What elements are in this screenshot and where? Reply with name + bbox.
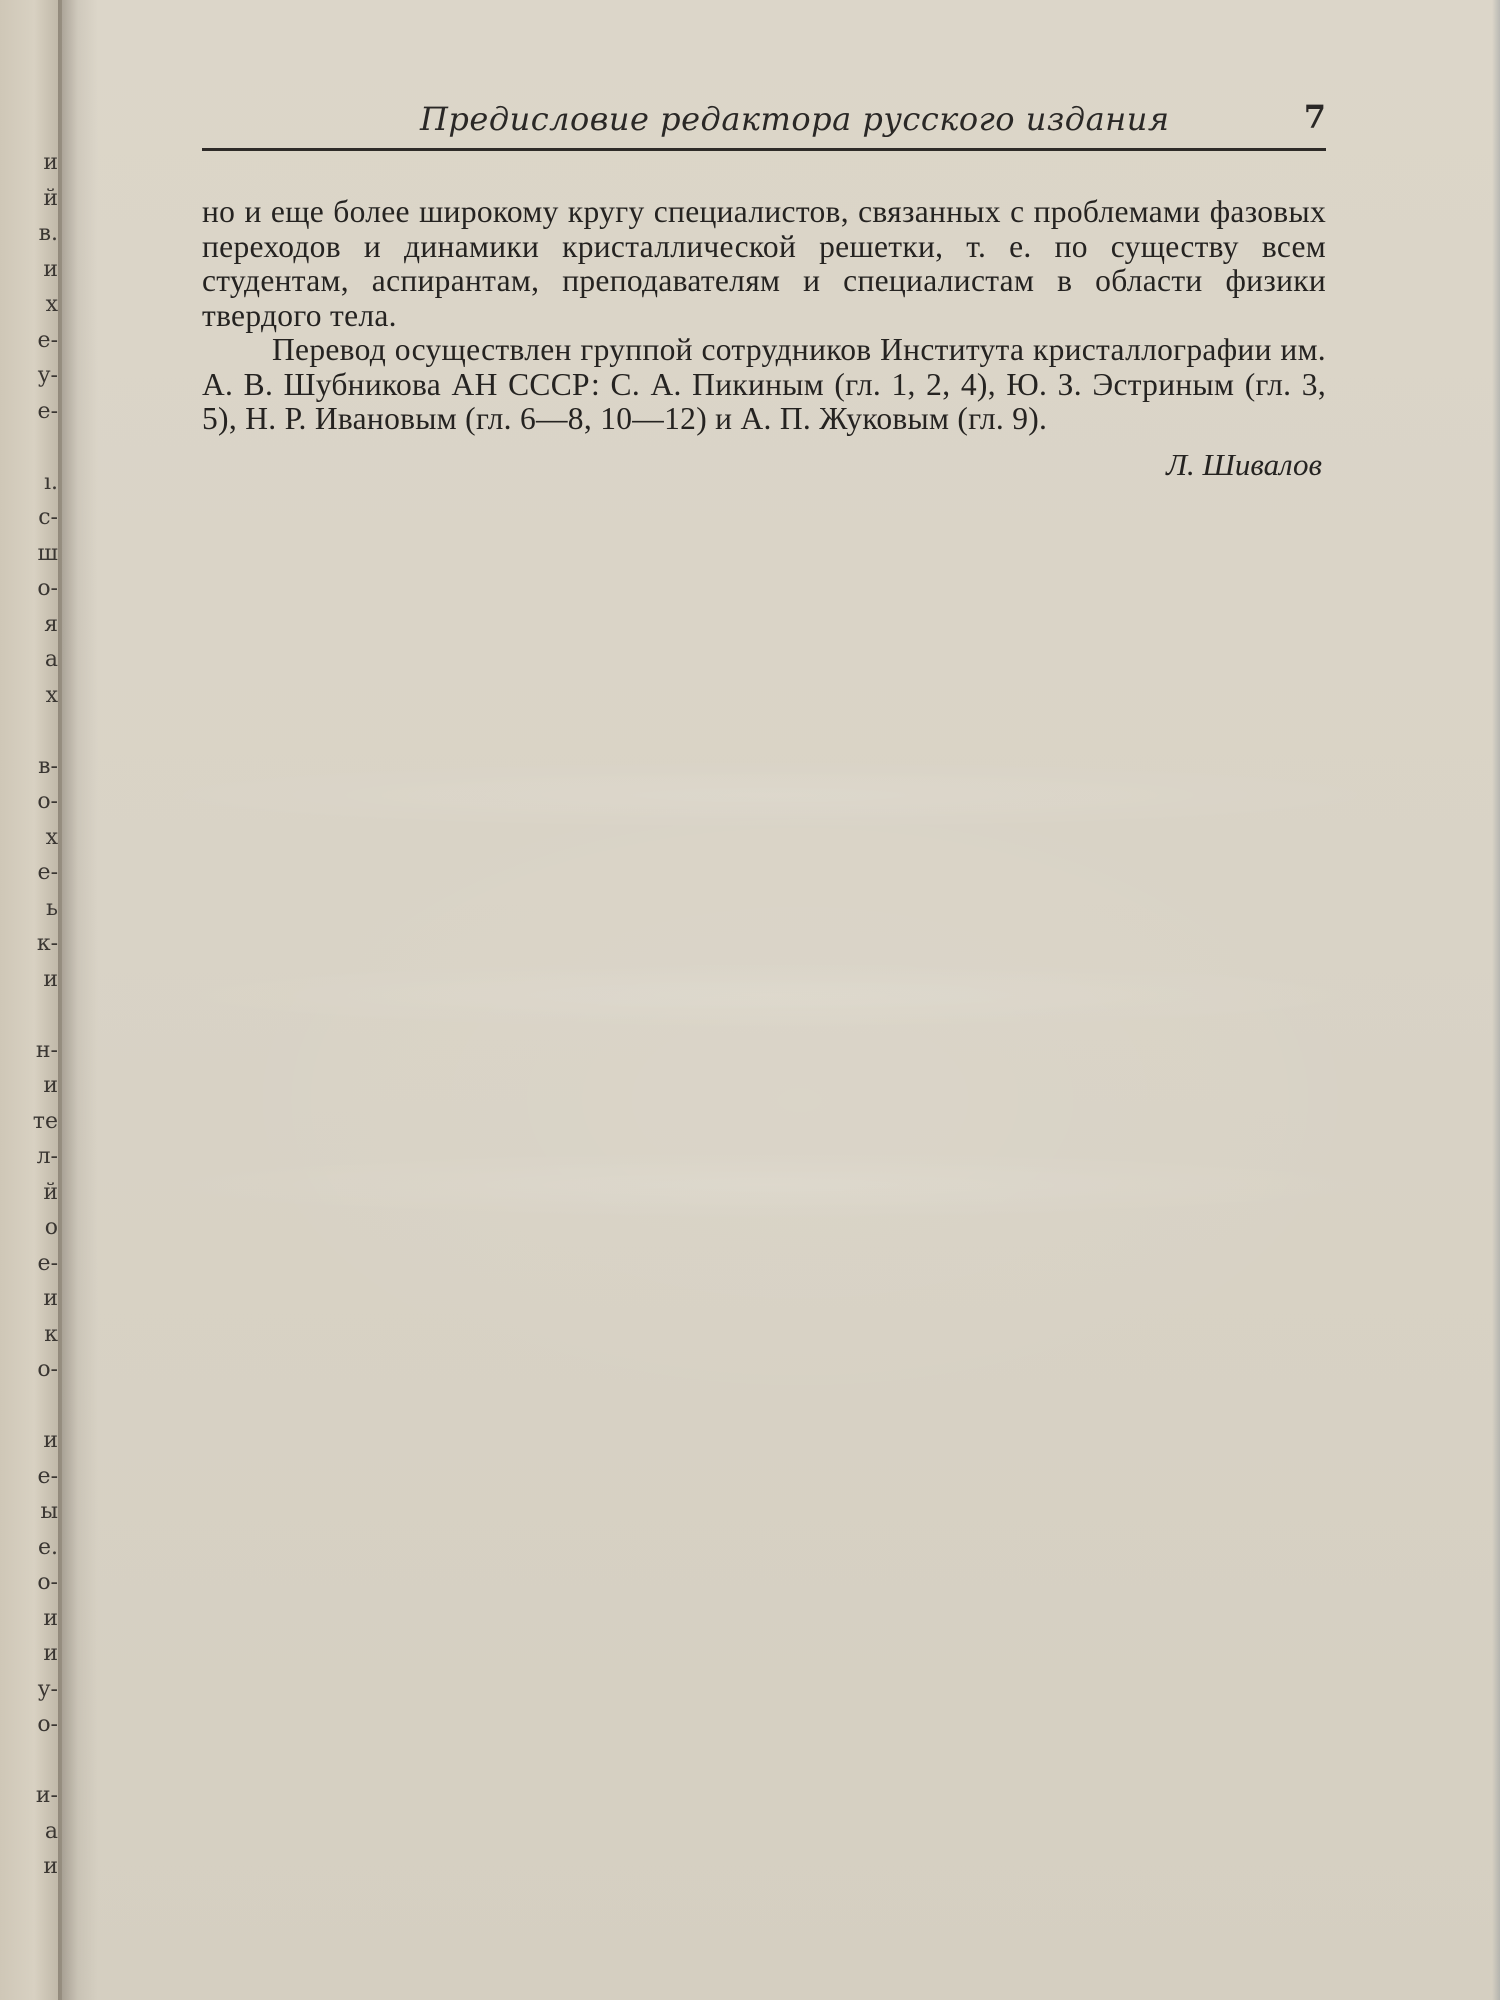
facing-page-fragment: у- bbox=[37, 363, 58, 388]
facing-page-fragment: а bbox=[44, 647, 58, 672]
facing-page-fragment: и bbox=[43, 1854, 58, 1879]
body-text bbox=[202, 195, 1326, 437]
facing-page-fragment bbox=[2, 997, 62, 1033]
paper-ripple bbox=[120, 760, 1420, 830]
facing-page-fragment: й bbox=[43, 185, 58, 211]
facing-page-fragment: и- bbox=[35, 1783, 58, 1808]
facing-page-fragment: е- bbox=[37, 1250, 58, 1276]
facing-page-fragment: в. bbox=[38, 221, 58, 246]
facing-page-fragment: х bbox=[45, 292, 58, 317]
facing-page-fragment bbox=[2, 1743, 62, 1779]
facing-page-fragment: а bbox=[44, 1818, 58, 1844]
facing-page-fragment: и bbox=[43, 1605, 58, 1631]
page-content bbox=[202, 96, 1326, 483]
facing-page-fragment: й bbox=[43, 1179, 58, 1205]
facing-page-fragment: е- bbox=[37, 327, 58, 353]
facing-page-fragment: л- bbox=[36, 1144, 58, 1169]
gutter-shadow bbox=[58, 0, 98, 2000]
facing-page-fragment: н- bbox=[35, 1037, 58, 1063]
facing-page-fragment: ш bbox=[37, 540, 58, 566]
running-head bbox=[202, 96, 1326, 140]
facing-page-fragment bbox=[2, 429, 62, 465]
facing-page-fragment: и bbox=[43, 1428, 58, 1453]
facing-page-fragment: о- bbox=[37, 1570, 58, 1595]
facing-page-fragment: ı. bbox=[43, 469, 58, 495]
facing-page-fragment: и bbox=[43, 1641, 58, 1666]
page-number: 7 bbox=[1303, 98, 1326, 136]
facing-page-fragment: и bbox=[43, 1286, 58, 1311]
facing-page-fragment: е. bbox=[37, 1534, 58, 1560]
facing-page-fragment: о- bbox=[37, 789, 58, 814]
facing-page-fragment: ы bbox=[40, 1499, 58, 1524]
facing-page-fragment bbox=[2, 713, 62, 749]
facing-page-fragment: и bbox=[43, 966, 58, 992]
editor-signature: Л. Шивалов bbox=[1166, 446, 1322, 482]
facing-page-fragment: и bbox=[43, 150, 58, 175]
facing-page-fragment: у- bbox=[37, 1676, 58, 1702]
facing-page-edge bbox=[0, 0, 62, 2000]
facing-page-fragment: е- bbox=[37, 1463, 58, 1489]
page-edge-right bbox=[1492, 0, 1500, 2000]
facing-page-fragment: с- bbox=[38, 505, 58, 530]
facing-page-fragment: е- bbox=[37, 860, 58, 885]
facing-page-fragment: те bbox=[32, 1108, 58, 1134]
facing-page-fragment: в- bbox=[38, 753, 58, 779]
facing-page-fragment: е- bbox=[37, 398, 58, 424]
facing-page-fragment: и bbox=[43, 1073, 58, 1098]
facing-page-fragment: и bbox=[43, 256, 58, 282]
facing-page-fragment: к- bbox=[36, 931, 58, 956]
facing-page-fragment: х bbox=[45, 682, 58, 708]
facing-page-fragment: о bbox=[44, 1215, 58, 1240]
paper-ripple bbox=[120, 1150, 1420, 1220]
facing-page-text-fragments bbox=[2, 145, 62, 1885]
paper-ripple bbox=[120, 960, 1420, 1030]
facing-page-fragment: я bbox=[44, 611, 58, 637]
facing-page-fragment: х bbox=[45, 824, 58, 850]
facing-page-fragment: ь bbox=[46, 895, 58, 921]
facing-page-fragment: о- bbox=[37, 1712, 58, 1737]
running-title: Предисловие редактора русского издания bbox=[420, 100, 1170, 138]
facing-page-fragment bbox=[2, 1388, 62, 1424]
facing-page-fragment: к bbox=[44, 1321, 58, 1347]
facing-page-fragment: о- bbox=[37, 576, 58, 601]
paragraph-continuation: но и еще более широкому кругу специалистов, связанных с проблемами фазовых переходов и динамики кристаллической решетки, т. е. по существу всем студентам, аспирантам, преподавателям и специалистам в области физики твердого тела. bbox=[202, 194, 1326, 333]
facing-page-fragment: о- bbox=[37, 1357, 58, 1382]
paragraph-translation-credits: Перевод осуществлен группой сотрудников Института кристаллографии им. А. В. Шубникова АН СССР: С. А. Пикиным (гл. 1, 2, 4), Ю. З. Эстриным (гл. 3, 5), Н. Р. Ивановым (гл. 6—8, 10—12) и А. П. Жуковым (гл. 9). bbox=[202, 332, 1326, 436]
header-rule bbox=[202, 148, 1326, 151]
